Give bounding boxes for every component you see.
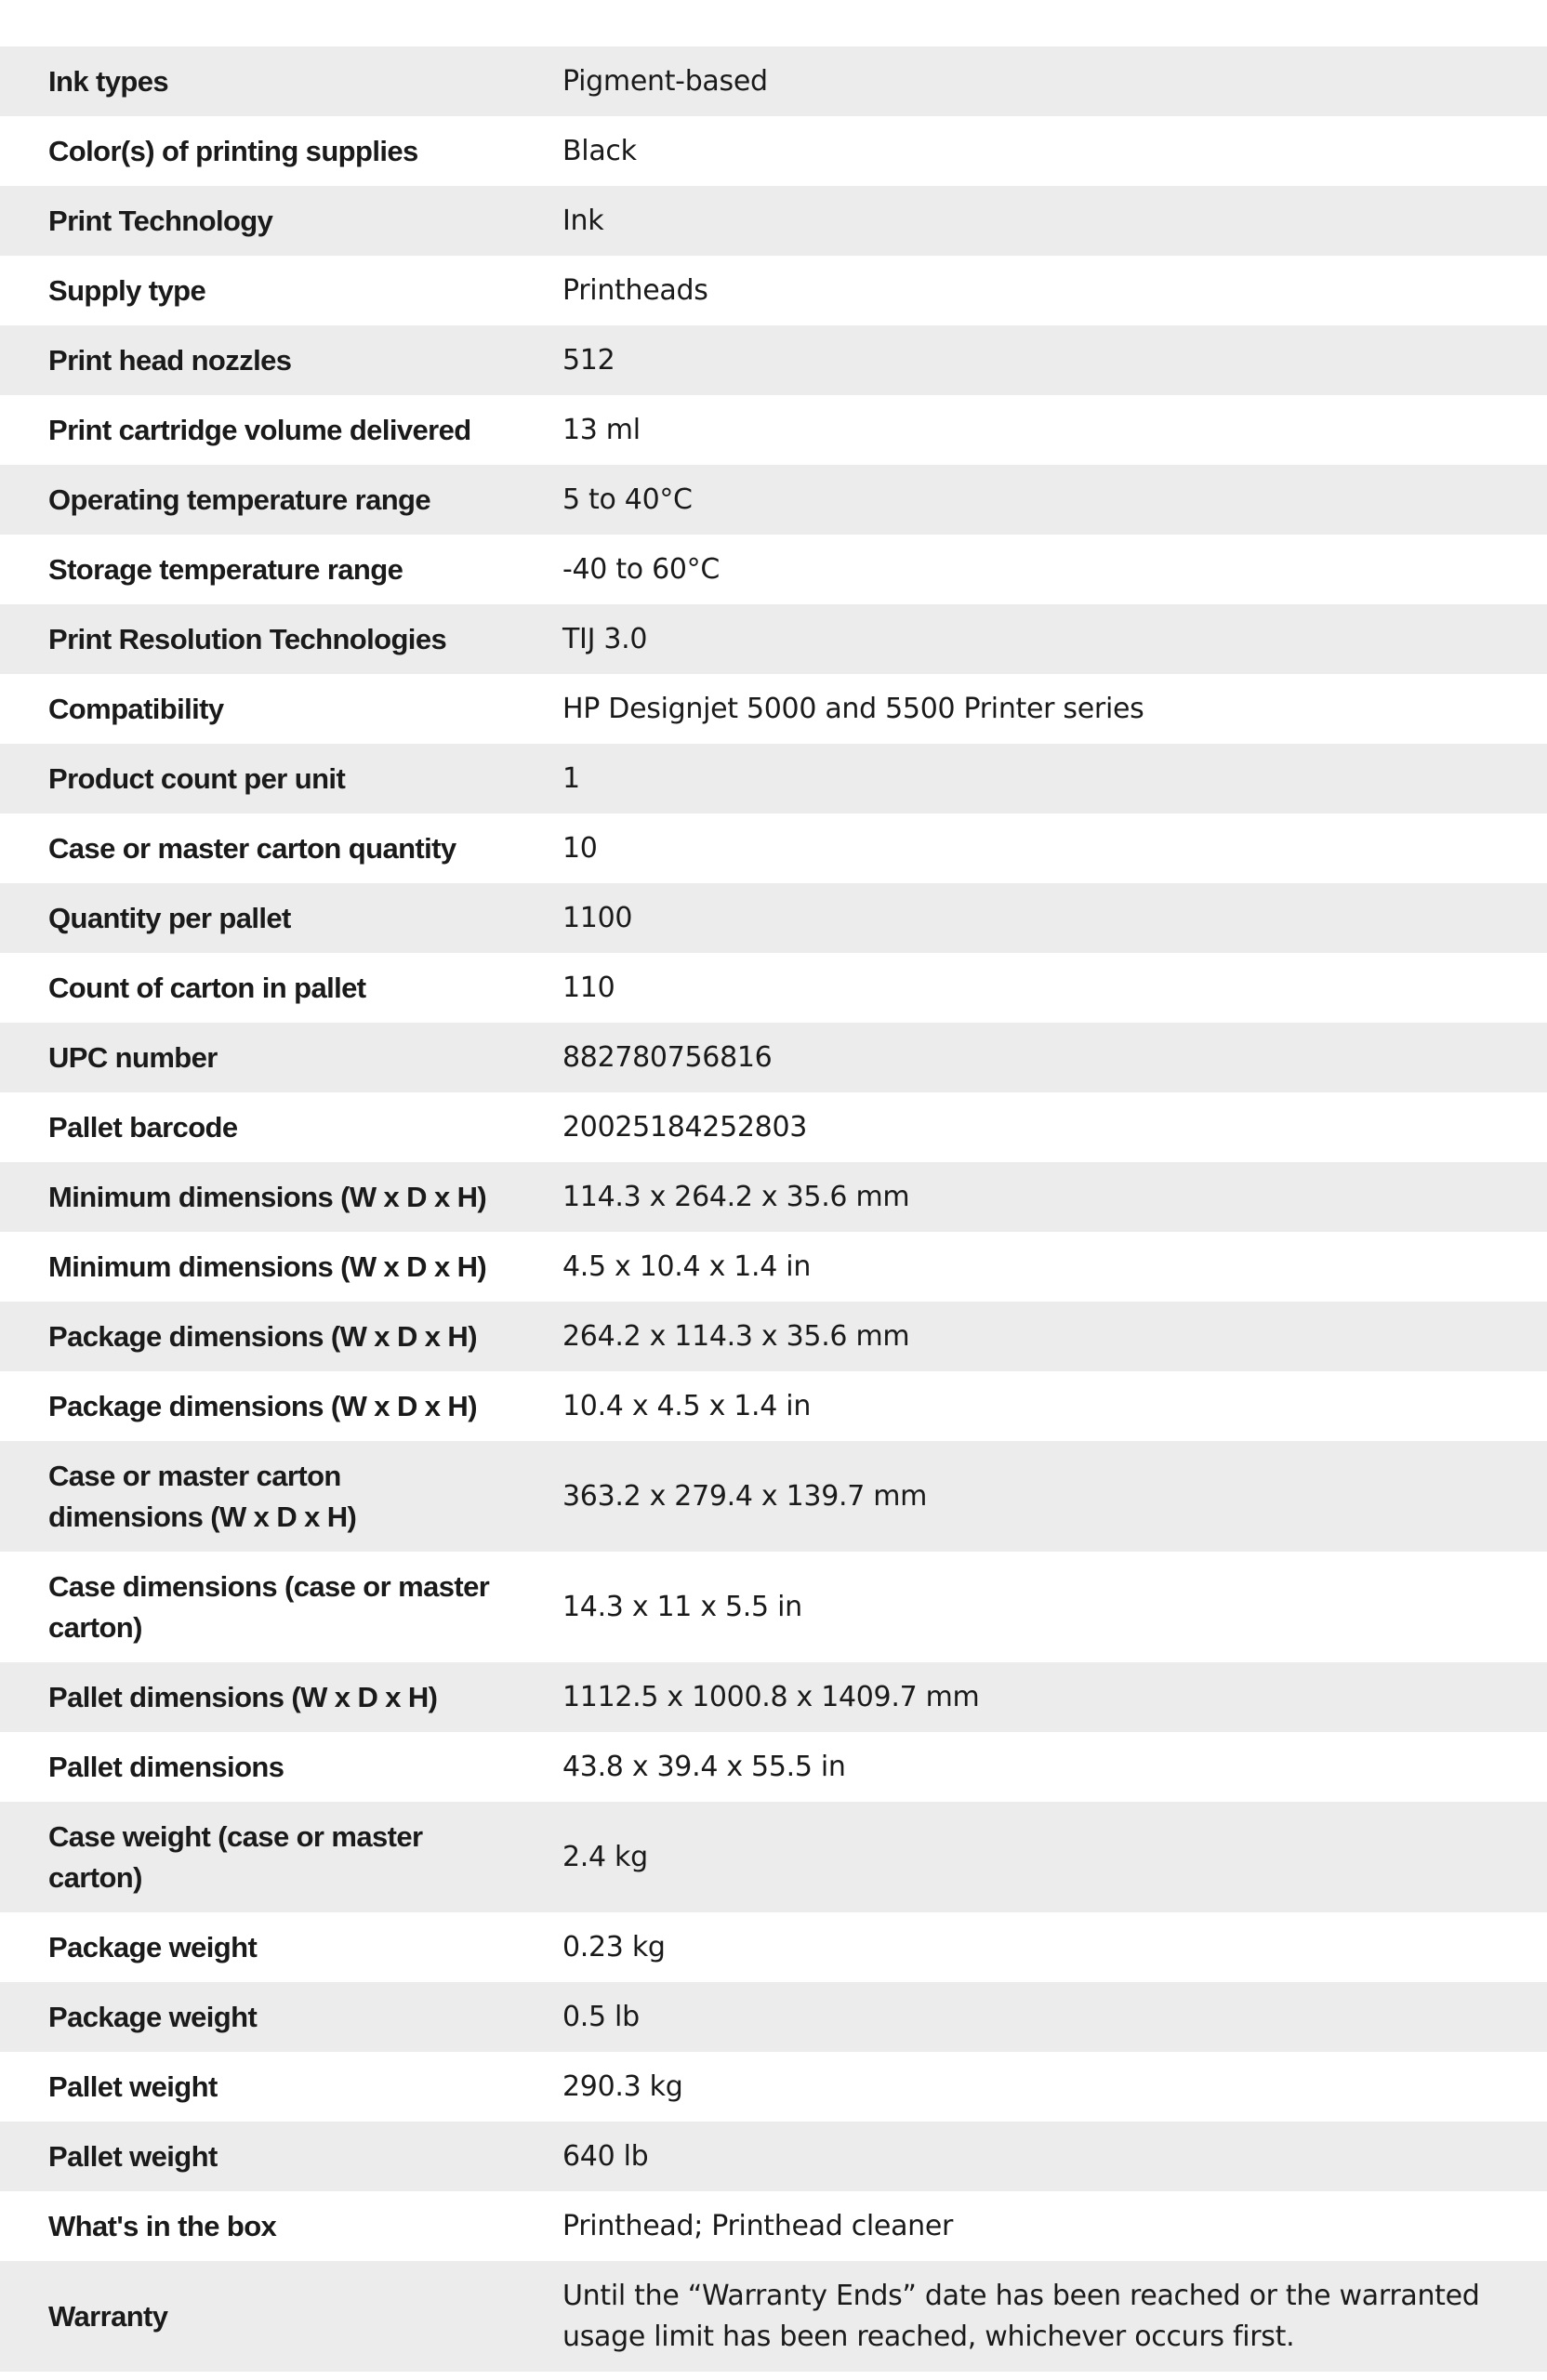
spec-row-case-dimensions-in: [0, 1552, 1547, 1662]
spec-value: 20025184252803: [511, 1092, 1547, 1162]
spec-value: 10: [511, 813, 1547, 883]
spec-row-product-count: [0, 744, 1547, 813]
spec-row-case-weight: [0, 1802, 1547, 1912]
spec-label: Case dimensions (case or master carton): [0, 1552, 511, 1662]
spec-label: Case or master carton dimensions (W x D x H): [0, 1441, 511, 1552]
spec-row-pallet-barcode: [0, 1092, 1547, 1162]
spec-value: 14.3 x 11 x 5.5 in: [511, 1552, 1547, 1662]
spec-row-pallet-dimensions-mm: [0, 1662, 1547, 1732]
spec-value: 5 to 40°C: [511, 465, 1547, 535]
spec-label: Ink types: [0, 46, 511, 116]
spec-label: UPC number: [0, 1023, 511, 1092]
spec-label: Supply type: [0, 256, 511, 325]
spec-value: Printhead; Printhead cleaner: [511, 2191, 1547, 2261]
spec-row-print-head-nozzles: [0, 325, 1547, 395]
spec-row-carton-dimensions-mm: [0, 1441, 1547, 1552]
spec-value: 264.2 x 114.3 x 35.6 mm: [511, 1302, 1547, 1371]
spec-label: Case weight (case or master carton): [0, 1802, 511, 1912]
spec-label: Print Resolution Technologies: [0, 604, 511, 674]
spec-label: Minimum dimensions (W x D x H): [0, 1232, 511, 1302]
spec-row-cartridge-volume: [0, 395, 1547, 465]
spec-value: 363.2 x 279.4 x 139.7 mm: [511, 1441, 1547, 1552]
spec-value: 10.4 x 4.5 x 1.4 in: [511, 1371, 1547, 1441]
spec-value: Until the “Warranty Ends” date has been reached or the warranted usage limit has been reached, whichever occurs first.: [511, 2261, 1547, 2372]
spec-row-minimum-dimensions-in: [0, 1232, 1547, 1302]
specifications-table: [0, 46, 1547, 2372]
spec-value: 640 lb: [511, 2122, 1547, 2191]
spec-value: -40 to 60°C: [511, 535, 1547, 604]
spec-value: 0.23 kg: [511, 1912, 1547, 1982]
spec-label: Quantity per pallet: [0, 883, 511, 953]
spec-row-carton-quantity: [0, 813, 1547, 883]
spec-value: 114.3 x 264.2 x 35.6 mm: [511, 1162, 1547, 1232]
spec-label: Pallet dimensions (W x D x H): [0, 1662, 511, 1732]
spec-label: Print Technology: [0, 186, 511, 256]
spec-row-compatibility: [0, 674, 1547, 744]
spec-label: Pallet barcode: [0, 1092, 511, 1162]
spec-value: 882780756816: [511, 1023, 1547, 1092]
spec-row-cartons-in-pallet: [0, 953, 1547, 1023]
spec-label: Pallet weight: [0, 2122, 511, 2191]
spec-value: 512: [511, 325, 1547, 395]
spec-row-package-dimensions-mm: [0, 1302, 1547, 1371]
spec-label: Minimum dimensions (W x D x H): [0, 1162, 511, 1232]
spec-value: 110: [511, 953, 1547, 1023]
spec-value: Printheads: [511, 256, 1547, 325]
spec-label: Color(s) of printing supplies: [0, 116, 511, 186]
spec-row-supply-type: [0, 256, 1547, 325]
spec-row-pallet-dimensions-in: [0, 1732, 1547, 1802]
spec-row-print-technology: [0, 186, 1547, 256]
spec-value: 1: [511, 744, 1547, 813]
spec-value: HP Designjet 5000 and 5500 Printer series: [511, 674, 1547, 744]
spec-value: 13 ml: [511, 395, 1547, 465]
spec-value: 290.3 kg: [511, 2052, 1547, 2122]
spec-label: Operating temperature range: [0, 465, 511, 535]
spec-row-package-dimensions-in: [0, 1371, 1547, 1441]
spec-value: 2.4 kg: [511, 1802, 1547, 1912]
spec-label: Pallet weight: [0, 2052, 511, 2122]
spec-label: Count of carton in pallet: [0, 953, 511, 1023]
spec-label: Print cartridge volume delivered: [0, 395, 511, 465]
spec-value: Black: [511, 116, 1547, 186]
spec-row-colors: [0, 116, 1547, 186]
spec-label: Print head nozzles: [0, 325, 511, 395]
spec-label: Case or master carton quantity: [0, 813, 511, 883]
spec-row-ink-types: [0, 46, 1547, 116]
spec-label: Warranty: [0, 2261, 511, 2372]
spec-value: 1100: [511, 883, 1547, 953]
spec-label: What's in the box: [0, 2191, 511, 2261]
spec-label: Package weight: [0, 1912, 511, 1982]
spec-row-whats-in-the-box: [0, 2191, 1547, 2261]
spec-label: Storage temperature range: [0, 535, 511, 604]
spec-row-operating-temperature: [0, 465, 1547, 535]
spec-row-resolution-technologies: [0, 604, 1547, 674]
spec-value: 0.5 lb: [511, 1982, 1547, 2052]
spec-row-quantity-per-pallet: [0, 883, 1547, 953]
spec-row-pallet-weight-lb: [0, 2122, 1547, 2191]
spec-row-storage-temperature: [0, 535, 1547, 604]
spec-row-warranty: [0, 2261, 1547, 2372]
spec-value: Pigment-based: [511, 46, 1547, 116]
spec-row-package-weight-kg: [0, 1912, 1547, 1982]
spec-value: TIJ 3.0: [511, 604, 1547, 674]
spec-value: 1112.5 x 1000.8 x 1409.7 mm: [511, 1662, 1547, 1732]
spec-label: Pallet dimensions: [0, 1732, 511, 1802]
spec-row-pallet-weight-kg: [0, 2052, 1547, 2122]
spec-row-minimum-dimensions-mm: [0, 1162, 1547, 1232]
spec-value: 4.5 x 10.4 x 1.4 in: [511, 1232, 1547, 1302]
spec-label: Package dimensions (W x D x H): [0, 1371, 511, 1441]
spec-value: Ink: [511, 186, 1547, 256]
spec-label: Package dimensions (W x D x H): [0, 1302, 511, 1371]
spec-label: Compatibility: [0, 674, 511, 744]
spec-row-package-weight-lb: [0, 1982, 1547, 2052]
spec-value: 43.8 x 39.4 x 55.5 in: [511, 1732, 1547, 1802]
spec-label: Product count per unit: [0, 744, 511, 813]
spec-row-upc-number: [0, 1023, 1547, 1092]
spec-label: Package weight: [0, 1982, 511, 2052]
